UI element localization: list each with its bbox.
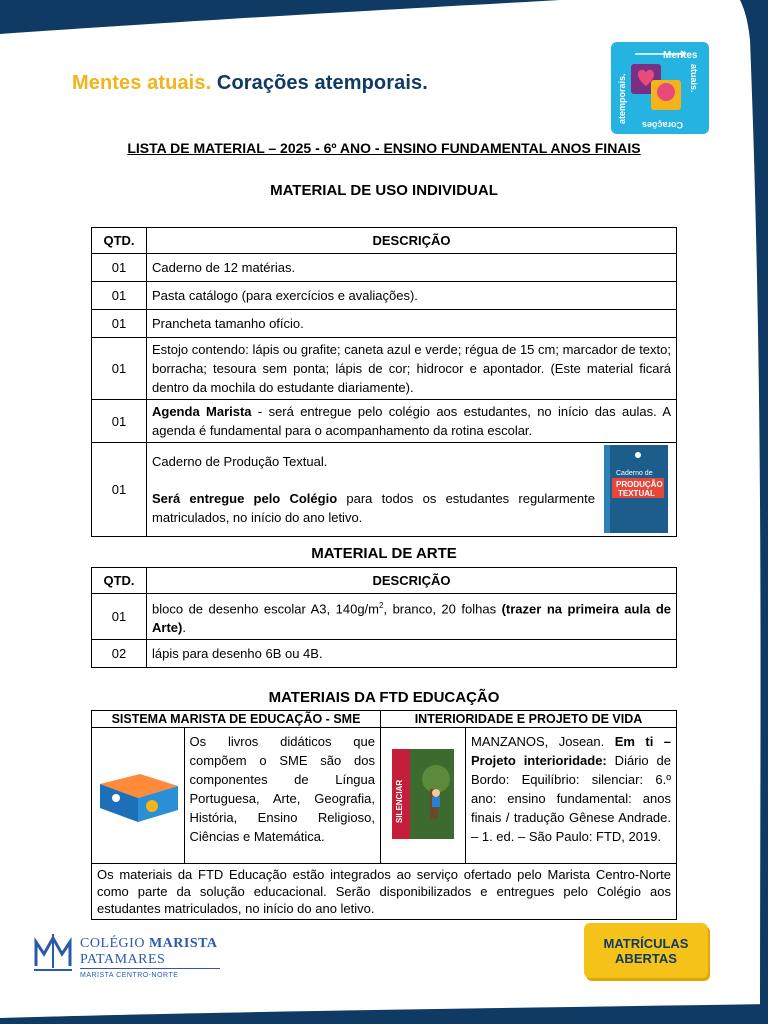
table-row	[92, 338, 677, 400]
entregue-text: para todos os estudantes regularmente matriculados, no início do ano letivo.	[152, 491, 595, 525]
agenda-text: - será entregue pelo colégio aos estudantes, no início das aulas. A agenda é fundamental para o acompanhamento da rotina escolar.	[152, 404, 671, 438]
table-header-row	[92, 568, 677, 594]
svg-text:SILENCIAR: SILENCIAR	[395, 779, 404, 823]
svg-text:Caderno de: Caderno de	[616, 470, 653, 477]
col-desc-header: DESCRIÇÃO	[147, 228, 677, 254]
cta-line2: ABERTAS	[615, 950, 677, 966]
desc-cell: lápis para desenho 6B ou 4B.	[147, 640, 677, 668]
author-text: MANZANOS, Josean.	[471, 734, 615, 749]
table-row	[92, 640, 677, 668]
matriculas-abertas-badge[interactable]	[584, 923, 708, 978]
producao-cover-cell	[600, 443, 677, 537]
qty-cell: 01	[92, 254, 147, 282]
mentes-atuais-badge	[611, 42, 709, 134]
sme-text-cell: Os livros didáticos que compõem o SME são dos componentes de Língua Portuguesa, Arte, Geografia, História, Ensino Religioso, Ciências e Matemática.	[184, 728, 380, 864]
table-row	[92, 254, 677, 282]
em-ti-book-cover-image	[392, 749, 454, 839]
school-divider	[80, 968, 220, 969]
qty-cell: 01	[92, 443, 147, 537]
col-desc-header: DESCRIÇÃO	[147, 568, 677, 594]
tagline-part1: Mentes atuais.	[72, 72, 212, 94]
qty-cell: 01	[92, 338, 147, 400]
table-row	[92, 310, 677, 338]
bloco-text-a: bloco de desenho escolar A3, 140g/m	[152, 601, 379, 617]
table-header-row	[92, 228, 677, 254]
qty-cell: 01	[92, 594, 147, 640]
individual-material-table	[91, 227, 677, 537]
desc-cell: Estojo contendo: lápis ou grafite; caneta azul e verde; régua de 15 cm; marcador de texto; borracha; tesoura sem ponta; lápis de cor; hidrocor e apontador. (Este material ficará dentro da mochila do estudante diariamente).	[147, 338, 677, 400]
desc-cell: Caderno de 12 matérias.	[147, 254, 677, 282]
desc-cell: Prancheta tamanho ofício.	[147, 310, 677, 338]
svg-text:PRODUÇÃO: PRODUÇÃO	[616, 480, 663, 489]
tagline	[72, 72, 428, 95]
document-title: LISTA DE MATERIAL – 2025 - 6º ANO - ENSINO FUNDAMENTAL ANOS FINAIS	[127, 140, 641, 156]
book-image-cell	[381, 728, 466, 864]
svg-text:TEXTUAL: TEXTUAL	[618, 489, 655, 498]
svg-text:Mentes: Mentes	[663, 50, 698, 61]
table-row	[92, 728, 677, 864]
table-header-row	[92, 711, 677, 728]
qty-cell: 01	[92, 400, 147, 443]
table-row	[92, 282, 677, 310]
desc-cell	[147, 400, 677, 443]
school-name-line2: PATAMARES	[80, 952, 166, 967]
ftd-material-table	[91, 710, 677, 920]
header-wave-decoration	[0, 0, 560, 40]
desc-cell	[147, 443, 601, 537]
desc-cell: Pasta catálogo (para exercícios e avaliações).	[147, 282, 677, 310]
col-qty-header: QTD.	[92, 228, 147, 254]
bloco-sup: 2	[379, 601, 384, 610]
qty-cell: 01	[92, 282, 147, 310]
svg-text:Corações: Corações	[641, 120, 683, 130]
section-heading-art: MATERIAL DE ARTE	[311, 545, 457, 562]
table-row	[92, 400, 677, 443]
col-qty-header: QTD.	[92, 568, 147, 594]
qty-cell: 02	[92, 640, 147, 668]
sme-image-cell	[92, 728, 185, 864]
svg-text:atemporais.: atemporais.	[617, 73, 627, 124]
section-heading-ftd: MATERIAIS DA FTD EDUCAÇÃO	[268, 689, 500, 706]
bloco-tail: .	[182, 620, 186, 636]
section-heading-individual: MATERIAL DE USO INDIVIDUAL	[270, 182, 498, 199]
desc-cell	[147, 594, 677, 640]
table-row	[92, 594, 677, 640]
footer-wave-decoration	[0, 1004, 768, 1024]
book-details-text: Diário de Bordo: Equilíbrio: silenciar: 6.º ano: ensino fundamental: anos finais / tradução Gênese Andrade. – 1. ed. – São Paulo: FTD, 2019.	[471, 753, 671, 844]
ftd-footer-note: Os materiais da FTD Educação estão integrados ao serviço ofertado pelo Marista Centro-Norte como parte da solução educacional. Serão disponibilizados e entregues pelo Colégio aos estudantes matriculados, no início do ano letivo.	[92, 864, 677, 920]
producao-text: Caderno de Produção Textual.	[152, 454, 328, 469]
agenda-label: Agenda Marista	[152, 404, 252, 419]
qty-cell: 01	[92, 310, 147, 338]
col-interioridade-header: INTERIORIDADE E PROJETO DE VIDA	[381, 711, 677, 728]
svg-text:atuais.: atuais.	[689, 64, 699, 93]
table-row	[92, 864, 677, 920]
bloco-bold: (trazer na primeira aula de Arte)	[152, 601, 671, 636]
col-sme-header: SISTEMA MARISTA DE EDUCAÇÃO - SME	[92, 711, 381, 728]
entregue-label: Será entregue pelo Colégio	[152, 491, 338, 506]
cta-line1: MATRÍCULAS	[603, 935, 689, 951]
head-icon	[657, 83, 675, 101]
marista-logo-icon	[30, 928, 76, 974]
interioridade-text-cell	[466, 728, 677, 864]
school-name-line1: COLÉGIO MARISTA	[80, 936, 218, 951]
table-row	[92, 443, 677, 537]
art-material-table	[91, 567, 677, 668]
bloco-text-b: , branco, 20 folhas	[383, 601, 502, 617]
sme-books-box-image	[96, 766, 180, 822]
tagline-part2: Corações atemporais.	[216, 72, 428, 94]
school-network: MARISTA CENTRO-NORTE	[80, 972, 179, 979]
book-title-text: Em ti – Projeto interioridade:	[471, 734, 671, 768]
producao-textual-cover-image	[604, 445, 668, 533]
